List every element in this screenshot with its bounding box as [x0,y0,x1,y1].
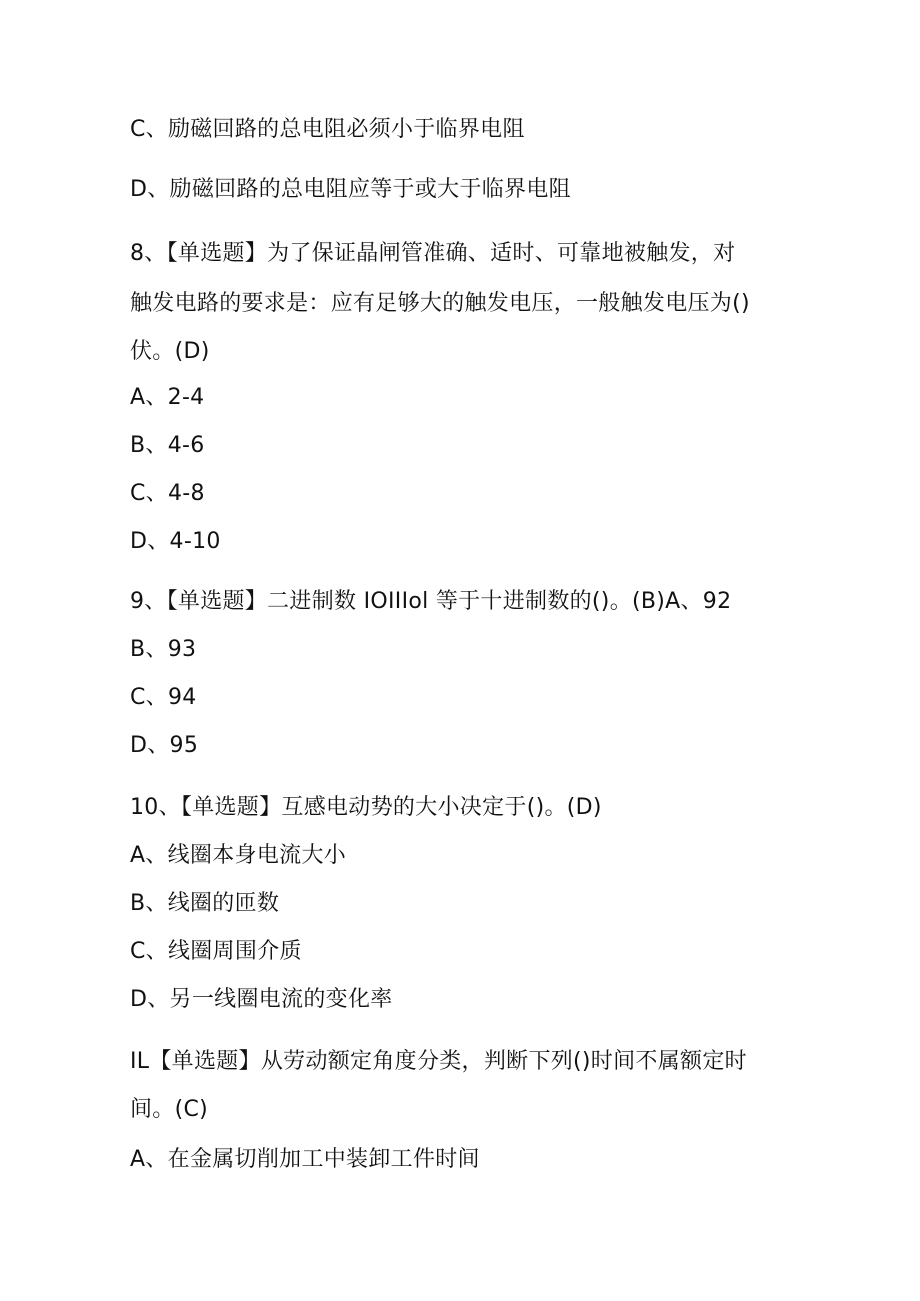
option-c-q8: C、4-8 [130,481,205,506]
option-c-q10: C、线圈周围介质 [130,939,302,964]
option-b-q8: B、4-6 [130,433,205,458]
question-11-line-1: IL【单选题】从劳动额定角度分类，判断下列()时间不属额定时 [130,1049,747,1074]
option-a-q8: A、2-4 [130,385,205,410]
option-d-q7: D、励磁回路的总电阻应等于或大于临界电阻 [130,177,571,202]
question-8-line-3: 伏。(D) [130,339,210,364]
option-d-q8: D、4-10 [130,529,221,554]
option-c-q7: C、励磁回路的总电阻必须小于临界电阻 [130,117,525,142]
option-b-q9: B、93 [130,637,197,662]
question-8-line-1: 8、【单选题】为了保证晶闸管准确、适时、可靠地被触发，对 [130,241,736,266]
question-10-line-1: 10、【单选题】互感电动势的大小决定于()。(D) [130,795,602,820]
option-a-q11: A、在金属切削加工中装卸工件时间 [130,1147,480,1172]
option-a-q10: A、线圈本身电流大小 [130,843,347,868]
option-d-q9: D、95 [130,733,199,758]
option-d-q10: D、另一线圈电流的变化率 [130,987,393,1012]
question-8-line-2: 触发电路的要求是：应有足够大的触发电压，一般触发电压为() [130,291,750,316]
option-b-q10: B、线圈的匝数 [130,891,280,916]
option-c-q9: C、94 [130,685,197,710]
question-11-line-2: 间。(C) [130,1097,209,1122]
question-9-line-1: 9、【单选题】二进制数 IOIIIol 等于十进制数的()。(B)A、92 [130,589,732,614]
